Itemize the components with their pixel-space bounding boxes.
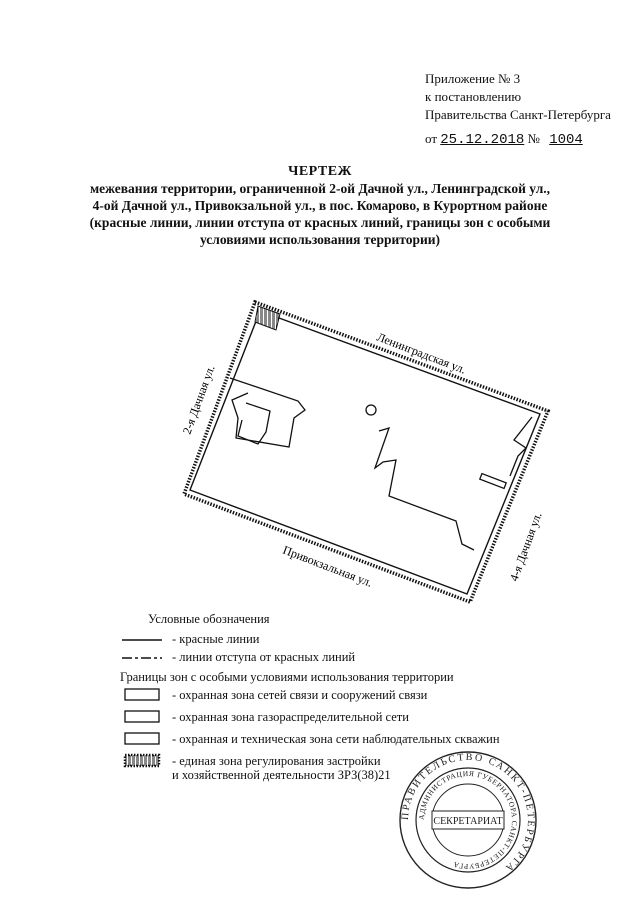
legend-zones-heading: Границы зон с особыми условиями использования территории [120,670,454,684]
red-line-boundary [190,311,540,594]
stamp-center-text: СЕКРЕТАРИАТ [433,816,503,827]
legend-label-reg-zone-1: - единая зона регулирования застройки [172,754,381,768]
setback-line-sample [120,650,168,664]
well-marker [366,405,376,415]
number-prefix: № [527,131,540,146]
regulation-zone-boundary [184,302,548,602]
title-line-1: межевания территории, ограниченной 2-ой Дачной ул., Ленинградской ул., [89,181,551,196]
legend-label-gas-zone: - охранная зона газораспределительной сети [172,710,409,724]
street-label-dachnaya4: 4-я Дачная ул. [506,510,545,584]
legend-label-red-lines: - красные линии [172,632,260,646]
setback-line-east [510,417,532,476]
appendix-line-3: Правительства Санкт-Петербурга [425,107,611,122]
resolution-number: 1004 [549,132,583,148]
street-label-dachnaya2: 2-я Дачная ул. [179,363,218,437]
legend-label-reg-zone-2: и хозяйственной деятельности ЗРЗ(38)21 [172,768,391,782]
appendix-line-1: Приложение № 3 [425,71,521,86]
building-outline [238,403,270,444]
appendix-line-2: к постановлению [425,89,522,104]
title-main: ЧЕРТЕЖ [288,164,352,179]
official-stamp [398,750,538,890]
setback-line-center [375,428,474,550]
stamp-inner-text-path: АДМИНИСТРАЦИЯ ГУБЕРНАТОРА САНКТ-ПЕТЕРБУРГА [416,768,520,872]
utility-strip [480,474,506,489]
legend-heading: Условные обозначения [148,612,270,626]
date-prefix: от [425,131,438,146]
stamp-outer-text-path: ПРАВИТЕЛЬСТВО САНКТ-ПЕТЕРБУРГА [399,751,537,875]
title-line-3: (красные линии, линии отступа от красных линий, границы зон с особыми [89,215,551,230]
street-label-leningradskaya: Ленинградская ул. [374,329,468,377]
red-line-sample [120,632,168,646]
well-zone-sample [120,731,168,747]
comm-zone-sample [120,687,168,703]
title-line-4: условиями использования территории) [199,232,441,247]
hatched-corner-block [255,306,280,330]
gas-zone-sample [120,709,168,725]
title-line-2: 4-ой Дачной ул., Привокзальной ул., в пос. Комарово, в Курортном районе [92,198,548,213]
legend-label-comm-zone: - охранная зона сетей связи и сооружений связи [172,688,428,702]
legend-label-well-zone: - охранная и техническая зона сети наблюдательных скважин [172,732,500,746]
street-label-privokzalnaya: Привокзальная ул. [280,542,375,590]
resolution-date: 25.12.2018 [440,132,525,148]
reg-zone-sample [120,753,168,769]
legend-label-setback: - линии отступа от красных линий [172,650,356,664]
